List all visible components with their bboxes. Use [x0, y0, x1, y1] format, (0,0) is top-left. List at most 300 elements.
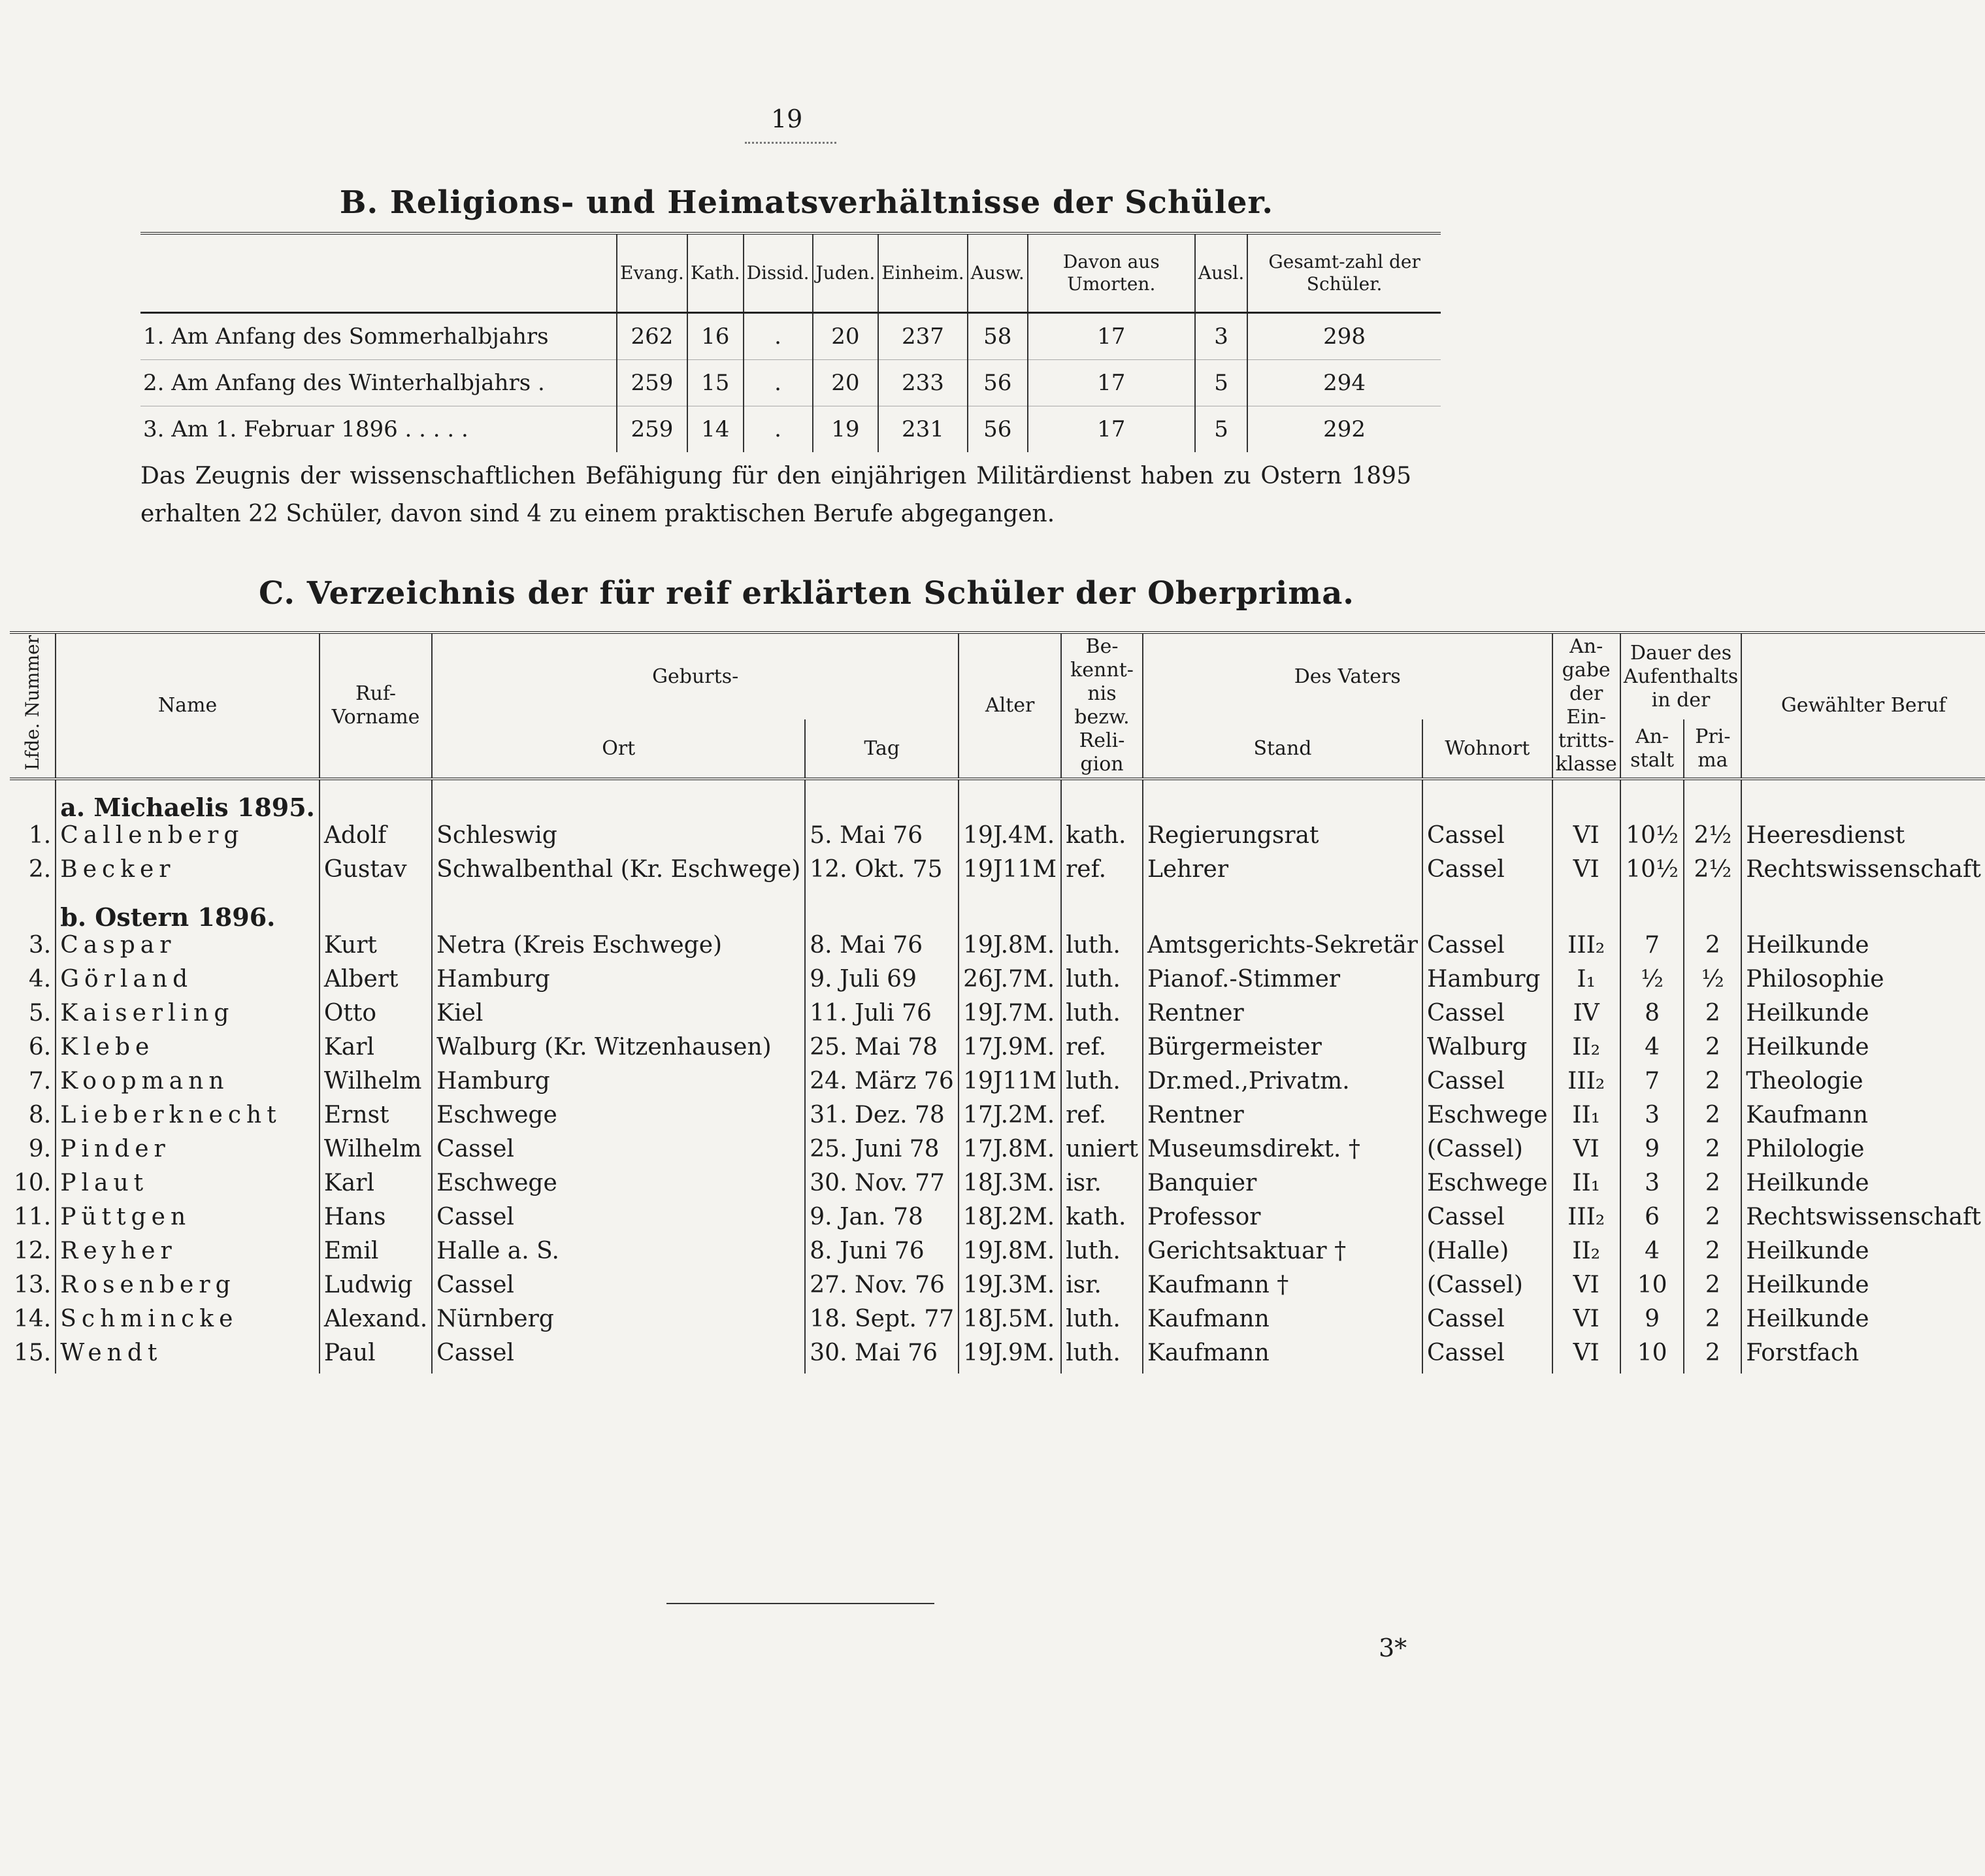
cell-nr: 12. — [10, 1238, 56, 1272]
cell-tag: 27. Nov. 76 — [805, 1272, 959, 1306]
cell-vorname: Alexand. — [320, 1306, 432, 1340]
table-cell: 15 — [687, 360, 744, 406]
cell-klasse: II₁ — [1552, 1102, 1620, 1136]
table-cell: 262 — [617, 313, 687, 360]
cell-vorname: Adolf — [320, 822, 432, 856]
cell-prima: 2 — [1684, 1102, 1741, 1136]
table-cell: 298 — [1323, 323, 1366, 350]
empty-cell — [1552, 779, 1620, 822]
cell-nr: 15. — [10, 1340, 56, 1374]
cell-nr: 9. — [10, 1136, 56, 1170]
cell-nr: 6. — [10, 1034, 56, 1068]
cell-religion: isr. — [1061, 1170, 1143, 1204]
cell-beruf: Heeresdienst — [1746, 822, 1905, 849]
table-cell: 233 — [878, 360, 967, 406]
row-label-header — [140, 233, 617, 313]
cell-anstalt: ½ — [1620, 966, 1684, 1000]
cell-klasse: III₂ — [1552, 1068, 1620, 1102]
cell-ort: Schleswig — [432, 822, 805, 856]
cell-prima: 2½ — [1684, 822, 1741, 856]
cell-tag: 8. Juni 76 — [805, 1238, 959, 1272]
cell-stand: Bürgermeister — [1143, 1034, 1422, 1068]
cell-tag: 9. Jan. 78 — [805, 1204, 959, 1238]
cell-prima: 2 — [1684, 1306, 1741, 1340]
table-row — [10, 1136, 1985, 1170]
empty-cell — [1143, 890, 1422, 932]
cell-anstalt: 3 — [1620, 1102, 1684, 1136]
cell-alter: 19J.4M. — [959, 822, 1061, 856]
cell-vorname: Gustav — [320, 856, 432, 890]
cell-prima: 2 — [1684, 1136, 1741, 1170]
bekenntnis-header: Be-kennt-nis bezw. Reli-gion — [1061, 633, 1143, 779]
cell-stand: Professor — [1143, 1204, 1422, 1238]
cell-alter: 19J11M — [959, 856, 1061, 890]
cell-wohnort: (Cassel) — [1422, 1136, 1552, 1170]
cell-ort: Kiel — [432, 1000, 805, 1034]
group-header-row — [10, 779, 1985, 822]
cell-stand: Rentner — [1143, 1102, 1422, 1136]
cell-name: Pinder — [56, 1136, 320, 1170]
cell-tag: 30. Nov. 77 — [805, 1170, 959, 1204]
cell-anstalt: 10½ — [1620, 856, 1684, 890]
empty-cell — [1422, 779, 1552, 822]
sheet-signature: 3* — [1379, 1634, 1407, 1662]
cell-name: Caspar — [56, 932, 320, 966]
cell-tag: 31. Dez. 78 — [805, 1102, 959, 1136]
empty-cell — [1061, 779, 1143, 822]
name-header: Name — [56, 633, 320, 779]
empty-cell — [959, 890, 1061, 932]
cell-wohnort: Cassel — [1422, 1306, 1552, 1340]
table-cell: 20 — [813, 360, 879, 406]
cell-vorname: Karl — [320, 1034, 432, 1068]
table-cell: 17 — [1028, 406, 1195, 453]
cell-alter: 19J.8M. — [959, 1238, 1061, 1272]
col-header: Dissid. — [744, 233, 813, 313]
page-number-ornament — [745, 135, 836, 144]
page-number: 19 — [771, 105, 803, 133]
table-cell: 17 — [1028, 313, 1195, 360]
cell-vorname: Emil — [320, 1238, 432, 1272]
cell-stand: Kaufmann — [1143, 1306, 1422, 1340]
col-header: Gesamt-zahl der Schüler. — [1268, 251, 1420, 295]
cell-religion: luth. — [1061, 966, 1143, 1000]
cell-nr: 10. — [10, 1170, 56, 1204]
empty-cell — [1061, 890, 1143, 932]
cell-klasse: III₂ — [1552, 932, 1620, 966]
cell-name: Püttgen — [56, 1204, 320, 1238]
cell-anstalt: 8 — [1620, 1000, 1684, 1034]
cell-stand: Regierungsrat — [1143, 822, 1422, 856]
table-cell: 20 — [813, 313, 879, 360]
cell-alter: 18J.5M. — [959, 1306, 1061, 1340]
empty-cell — [1741, 779, 1985, 822]
cell-name: Klebe — [56, 1034, 320, 1068]
empty-cell — [1684, 890, 1741, 932]
cell-alter: 18J.3M. — [959, 1170, 1061, 1204]
cell-name: Lieberknecht — [56, 1102, 320, 1136]
cell-vorname: Ludwig — [320, 1272, 432, 1306]
cell-stand: Pianof.-Stimmer — [1143, 966, 1422, 1000]
cell-beruf: Heilkunde — [1746, 1306, 1869, 1332]
table-row — [10, 856, 1985, 890]
cell-ort: Cassel — [432, 1136, 805, 1170]
prima-header: Pri-ma — [1684, 719, 1741, 779]
cell-prima: 2 — [1684, 1000, 1741, 1034]
group-label: b. Ostern 1896. — [56, 890, 320, 932]
table-cell: 3 — [1195, 313, 1247, 360]
cell-anstalt: 10 — [1620, 1340, 1684, 1374]
cell-anstalt: 7 — [1620, 1068, 1684, 1102]
cell-beruf: Philosophie — [1746, 966, 1884, 993]
empty-cell — [320, 890, 432, 932]
cell-name: Wendt — [56, 1340, 320, 1374]
cell-name: Görland — [56, 966, 320, 1000]
cell-ort: Halle a. S. — [432, 1238, 805, 1272]
cell-nr: 2. — [10, 856, 56, 890]
cell-tag: 25. Juni 78 — [805, 1136, 959, 1170]
cell-anstalt: 6 — [1620, 1204, 1684, 1238]
group-header-row — [10, 890, 1985, 932]
cell-tag: 25. Mai 78 — [805, 1034, 959, 1068]
cell-alter: 19J.3M. — [959, 1272, 1061, 1306]
row-label: 1. Am Anfang des Sommerhalbjahrs — [140, 313, 617, 360]
table-row — [10, 1000, 1985, 1034]
cell-religion: kath. — [1061, 1204, 1143, 1238]
cell-wohnort: (Halle) — [1422, 1238, 1552, 1272]
cell-klasse: VI — [1552, 1136, 1620, 1170]
section-c-title: C. Verzeichnis der für reif erklärten Schüler der Oberprima. — [258, 575, 1355, 612]
cell-klasse: III₂ — [1552, 1204, 1620, 1238]
cell-beruf: Forstfach — [1746, 1340, 1860, 1366]
beruf-header: Gewählter Beruf — [1780, 694, 1946, 717]
cell-wohnort: (Cassel) — [1422, 1272, 1552, 1306]
cell-klasse: VI — [1552, 1306, 1620, 1340]
cell-alter: 19J.7M. — [959, 1000, 1061, 1034]
cell-vorname: Albert — [320, 966, 432, 1000]
cell-stand: Lehrer — [1143, 856, 1422, 890]
row-label: 3. Am 1. Februar 1896 . . . . . — [140, 406, 617, 453]
cell-prima: 2 — [1684, 1170, 1741, 1204]
cell-name: Koopmann — [56, 1068, 320, 1102]
empty-cell — [805, 779, 959, 822]
ort-header: Ort — [432, 719, 805, 779]
cell-name: Kaiserling — [56, 1000, 320, 1034]
cell-alter: 17J.8M. — [959, 1136, 1061, 1170]
table-row — [140, 313, 1441, 360]
cell-tag: 9. Juli 69 — [805, 966, 959, 1000]
table-cell: 14 — [687, 406, 744, 453]
table-row — [10, 966, 1985, 1000]
cell-religion: uniert — [1061, 1136, 1143, 1170]
table-cell: 237 — [878, 313, 967, 360]
cell-wohnort: Walburg — [1422, 1034, 1552, 1068]
cell-klasse: IV — [1552, 1000, 1620, 1034]
cell-vorname: Wilhelm — [320, 1068, 432, 1102]
cell-anstalt: 7 — [1620, 932, 1684, 966]
alter-header: Alter — [959, 633, 1061, 779]
cell-religion: ref. — [1061, 1102, 1143, 1136]
cell-wohnort: Cassel — [1422, 1204, 1552, 1238]
cell-wohnort: Cassel — [1422, 1340, 1552, 1374]
cell-ort: Hamburg — [432, 966, 805, 1000]
cell-beruf: Heilkunde — [1746, 1238, 1869, 1264]
cell-prima: ½ — [1684, 966, 1741, 1000]
table-row — [10, 1204, 1985, 1238]
cell-ort: Cassel — [432, 1340, 805, 1374]
cell-anstalt: 4 — [1620, 1034, 1684, 1068]
cell-stand: Amtsgerichts-Sekretär — [1143, 932, 1422, 966]
table-cell: 19 — [813, 406, 879, 453]
stand-header: Stand — [1143, 719, 1422, 779]
cell-wohnort: Hamburg — [1422, 966, 1552, 1000]
cell-religion: ref. — [1061, 1034, 1143, 1068]
cell-beruf: Kaufmann — [1746, 1102, 1869, 1128]
cell-klasse: VI — [1552, 822, 1620, 856]
cell-nr: 4. — [10, 966, 56, 1000]
cell-prima: 2½ — [1684, 856, 1741, 890]
cell-wohnort: Cassel — [1422, 932, 1552, 966]
cell-klasse: II₂ — [1552, 1238, 1620, 1272]
geburts-header: Geburts- — [432, 633, 959, 719]
cell-stand: Dr.med.,Privatm. — [1143, 1068, 1422, 1102]
cell-vorname: Otto — [320, 1000, 432, 1034]
table-cell: 56 — [968, 360, 1028, 406]
cell-ort: Eschwege — [432, 1170, 805, 1204]
tag-header: Tag — [805, 719, 959, 779]
cell-tag: 8. Mai 76 — [805, 932, 959, 966]
empty-cell — [1620, 890, 1684, 932]
cell-name: Rosenberg — [56, 1272, 320, 1306]
table-cell: 16 — [687, 313, 744, 360]
cell-alter: 17J.9M. — [959, 1034, 1061, 1068]
cell-prima: 2 — [1684, 1068, 1741, 1102]
group-spacer — [10, 779, 56, 822]
cell-vorname: Wilhelm — [320, 1136, 432, 1170]
cell-stand: Rentner — [1143, 1000, 1422, 1034]
col-header: Ausw. — [968, 233, 1028, 313]
cell-tag: 30. Mai 76 — [805, 1340, 959, 1374]
col-header: Ausl. — [1195, 233, 1247, 313]
cell-anstalt: 9 — [1620, 1306, 1684, 1340]
cell-anstalt: 10½ — [1620, 822, 1684, 856]
cell-alter: 26J.7M. — [959, 966, 1061, 1000]
cell-tag: 18. Sept. 77 — [805, 1306, 959, 1340]
cell-klasse: II₁ — [1552, 1170, 1620, 1204]
cell-anstalt: 3 — [1620, 1170, 1684, 1204]
cell-wohnort: Cassel — [1422, 1000, 1552, 1034]
empty-cell — [1552, 890, 1620, 932]
anstalt-header: An-stalt — [1620, 719, 1684, 779]
cell-vorname: Hans — [320, 1204, 432, 1238]
cell-vorname: Paul — [320, 1340, 432, 1374]
empty-cell — [432, 890, 805, 932]
cell-ort: Cassel — [432, 1204, 805, 1238]
table-row — [10, 822, 1985, 856]
cell-tag: 11. Juli 76 — [805, 1000, 959, 1034]
table-cell: . — [744, 360, 813, 406]
cell-klasse: VI — [1552, 856, 1620, 890]
cell-religion: luth. — [1061, 1000, 1143, 1034]
cell-vorname: Kurt — [320, 932, 432, 966]
cell-religion: isr. — [1061, 1272, 1143, 1306]
table-row — [10, 1340, 1985, 1374]
empty-cell — [959, 779, 1061, 822]
cell-nr: 14. — [10, 1306, 56, 1340]
col-header: Evang. — [617, 233, 687, 313]
col-header: Kath. — [687, 233, 744, 313]
cell-anstalt: 9 — [1620, 1136, 1684, 1170]
col-header: Einheim. — [878, 233, 967, 313]
cell-religion: luth. — [1061, 1306, 1143, 1340]
cell-ort: Eschwege — [432, 1102, 805, 1136]
closing-rule — [666, 1603, 934, 1604]
cell-stand: Museumsdirekt. † — [1143, 1136, 1422, 1170]
table-cell: . — [744, 406, 813, 453]
cell-ort: Hamburg — [432, 1068, 805, 1102]
cell-prima: 2 — [1684, 1272, 1741, 1306]
cell-nr: 7. — [10, 1068, 56, 1102]
cell-alter: 19J.9M. — [959, 1340, 1061, 1374]
table-row — [10, 1068, 1985, 1102]
cell-prima: 2 — [1684, 1340, 1741, 1374]
cell-beruf: Theologie — [1746, 1068, 1863, 1094]
cell-wohnort: Cassel — [1422, 1068, 1552, 1102]
cell-religion: kath. — [1061, 822, 1143, 856]
cell-beruf: Heilkunde — [1746, 1170, 1869, 1196]
empty-cell — [1422, 890, 1552, 932]
cell-alter: 18J.2M. — [959, 1204, 1061, 1238]
row-label: 2. Am Anfang des Winterhalbjahrs . — [140, 360, 617, 406]
cell-name: Callenberg — [56, 822, 320, 856]
group-label: a. Michaelis 1895. — [56, 779, 320, 822]
table-row — [10, 1170, 1985, 1204]
cell-klasse: I₁ — [1552, 966, 1620, 1000]
cell-alter: 17J.2M. — [959, 1102, 1061, 1136]
cell-beruf: Heilkunde — [1746, 932, 1869, 959]
cell-prima: 2 — [1684, 1034, 1741, 1068]
cell-klasse: VI — [1552, 1272, 1620, 1306]
cell-tag: 12. Okt. 75 — [805, 856, 959, 890]
cell-name: Plaut — [56, 1170, 320, 1204]
table-row — [10, 1034, 1985, 1068]
table-cell: 292 — [1323, 416, 1366, 442]
cell-tag: 5. Mai 76 — [805, 822, 959, 856]
wohnort-header: Wohnort — [1422, 719, 1552, 779]
empty-cell — [805, 890, 959, 932]
table-cell: 294 — [1323, 370, 1366, 396]
cell-religion: luth. — [1061, 1340, 1143, 1374]
table-cell: 17 — [1028, 360, 1195, 406]
cell-religion: luth. — [1061, 932, 1143, 966]
table-row — [140, 360, 1441, 406]
dauer-header: Dauer des Aufenthalts in der — [1620, 633, 1741, 719]
cell-beruf: Heilkunde — [1746, 1034, 1869, 1061]
table-cell: 259 — [617, 360, 687, 406]
cell-ort: Schwalbenthal (Kr. Eschwege) — [432, 856, 805, 890]
cell-nr: 3. — [10, 932, 56, 966]
cell-vorname: Karl — [320, 1170, 432, 1204]
cell-klasse: VI — [1552, 1340, 1620, 1374]
cell-wohnort: Eschwege — [1422, 1170, 1552, 1204]
cell-anstalt: 10 — [1620, 1272, 1684, 1306]
table-cell: . — [744, 313, 813, 360]
cell-wohnort: Eschwege — [1422, 1102, 1552, 1136]
cell-alter: 19J.8M. — [959, 932, 1061, 966]
militaerdienst-note: Das Zeugnis der wissenschaftlichen Befähigung für den einjährigen Militärdienst haben zu Ostern 1895 erhalten 22 Schüler, davon sind 4 zu einem praktischen Berufe abgegangen. — [140, 463, 1411, 527]
cell-beruf: Philologie — [1746, 1136, 1865, 1162]
cell-tag: 24. März 76 — [805, 1068, 959, 1102]
empty-cell — [1620, 779, 1684, 822]
cell-stand: Kaufmann † — [1143, 1272, 1422, 1306]
cell-stand: Gerichtsaktuar † — [1143, 1238, 1422, 1272]
table-cell: 5 — [1195, 360, 1247, 406]
des-vaters-header: Des Vaters — [1143, 633, 1552, 719]
cell-ort: Walburg (Kr. Witzenhausen) — [432, 1034, 805, 1068]
table-cell: 58 — [968, 313, 1028, 360]
cell-beruf: Heilkunde — [1746, 1272, 1869, 1298]
empty-cell — [432, 779, 805, 822]
cell-stand: Banquier — [1143, 1170, 1422, 1204]
cell-ort: Netra (Kreis Eschwege) — [432, 932, 805, 966]
cell-anstalt: 4 — [1620, 1238, 1684, 1272]
table-row — [10, 1272, 1985, 1306]
cell-nr: 11. — [10, 1204, 56, 1238]
cell-name: Schmincke — [56, 1306, 320, 1340]
cell-vorname: Ernst — [320, 1102, 432, 1136]
cell-klasse: II₂ — [1552, 1034, 1620, 1068]
cell-nr: 8. — [10, 1102, 56, 1136]
table-row — [10, 1238, 1985, 1272]
section-b-title: B. Religions- und Heimatsverhältnisse der Schüler. — [339, 184, 1274, 221]
table-row — [10, 1102, 1985, 1136]
cell-nr: 5. — [10, 1000, 56, 1034]
table-row — [140, 406, 1441, 453]
empty-cell — [320, 779, 432, 822]
cell-prima: 2 — [1684, 1238, 1741, 1272]
col-header: Davon aus Umorten. — [1028, 233, 1195, 313]
cell-nr: 13. — [10, 1272, 56, 1306]
table-row — [10, 932, 1985, 966]
cell-stand: Kaufmann — [1143, 1340, 1422, 1374]
group-spacer — [10, 890, 56, 932]
cell-religion: luth. — [1061, 1238, 1143, 1272]
religion-table — [140, 232, 1441, 452]
cell-ort: Nürnberg — [432, 1306, 805, 1340]
cell-name: Becker — [56, 856, 320, 890]
table-cell: 5 — [1195, 406, 1247, 453]
graduates-table — [10, 631, 1985, 1374]
empty-cell — [1684, 779, 1741, 822]
rufvorname-header: Ruf-Vorname — [320, 633, 432, 779]
cell-beruf: Rechtswissenschaft — [1746, 1204, 1981, 1230]
cell-wohnort: Cassel — [1422, 856, 1552, 890]
cell-wohnort: Cassel — [1422, 822, 1552, 856]
table-cell: 56 — [968, 406, 1028, 453]
table-cell: 231 — [878, 406, 967, 453]
cell-name: Reyher — [56, 1238, 320, 1272]
cell-religion: ref. — [1061, 856, 1143, 890]
cell-religion: luth. — [1061, 1068, 1143, 1102]
nummer-header: Lfde. Nummer — [10, 633, 56, 779]
col-header: Juden. — [813, 233, 879, 313]
cell-prima: 2 — [1684, 1204, 1741, 1238]
cell-beruf: Heilkunde — [1746, 1000, 1869, 1027]
cell-alter: 19J11M — [959, 1068, 1061, 1102]
empty-cell — [1143, 779, 1422, 822]
eintrittsklasse-header: An-gabe der Ein-tritts-klasse — [1552, 633, 1620, 779]
cell-ort: Cassel — [432, 1272, 805, 1306]
